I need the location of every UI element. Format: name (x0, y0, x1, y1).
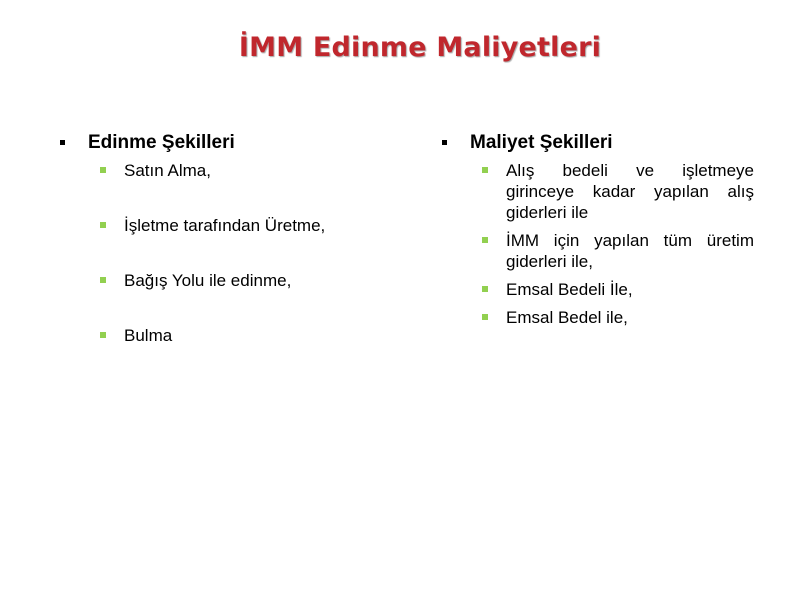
right-heading: Maliyet Şekilleri (470, 132, 613, 153)
list-item-text: Bağış Yolu ile edinme, (124, 271, 292, 290)
list-item (440, 279, 754, 300)
right-sub-list (440, 160, 754, 328)
green-square-bullet-icon (100, 332, 106, 338)
green-square-bullet-icon (100, 167, 106, 173)
list-item-text: İMM için yapılan tüm üretim giderleri ile, (506, 231, 754, 271)
left-heading: Edinme Şekilleri (88, 132, 235, 153)
square-bullet-icon (60, 140, 65, 145)
green-square-bullet-icon (482, 314, 488, 320)
list-item-text: Emsal Bedel ile, (506, 308, 628, 327)
green-square-bullet-icon (482, 286, 488, 292)
list-item (58, 160, 388, 181)
list-item (58, 270, 388, 291)
list-item (440, 160, 754, 223)
green-square-bullet-icon (482, 167, 488, 173)
list-item-text: Bulma (124, 326, 173, 345)
list-item-text: Satın Alma, (124, 161, 211, 180)
left-heading-item (58, 130, 388, 156)
green-square-bullet-icon (482, 237, 488, 243)
list-item-text: Alış bedeli ve işletmeye girinceye kadar yapılan alış giderleri ile (506, 161, 754, 222)
list-item (58, 215, 388, 236)
square-bullet-icon (442, 140, 447, 145)
left-sub-list (58, 160, 388, 346)
list-item-text: İşletme tarafından Üretme, (124, 216, 326, 235)
slide-title: İMM Edinme Maliyetleri (238, 32, 602, 63)
right-column (440, 130, 754, 335)
right-heading-item (440, 130, 754, 156)
list-item-text: Emsal Bedeli İle, (506, 280, 633, 299)
list-item (440, 307, 754, 328)
left-column (58, 130, 388, 380)
green-square-bullet-icon (100, 277, 106, 283)
list-item (58, 325, 388, 346)
list-item (440, 230, 754, 272)
green-square-bullet-icon (100, 222, 106, 228)
